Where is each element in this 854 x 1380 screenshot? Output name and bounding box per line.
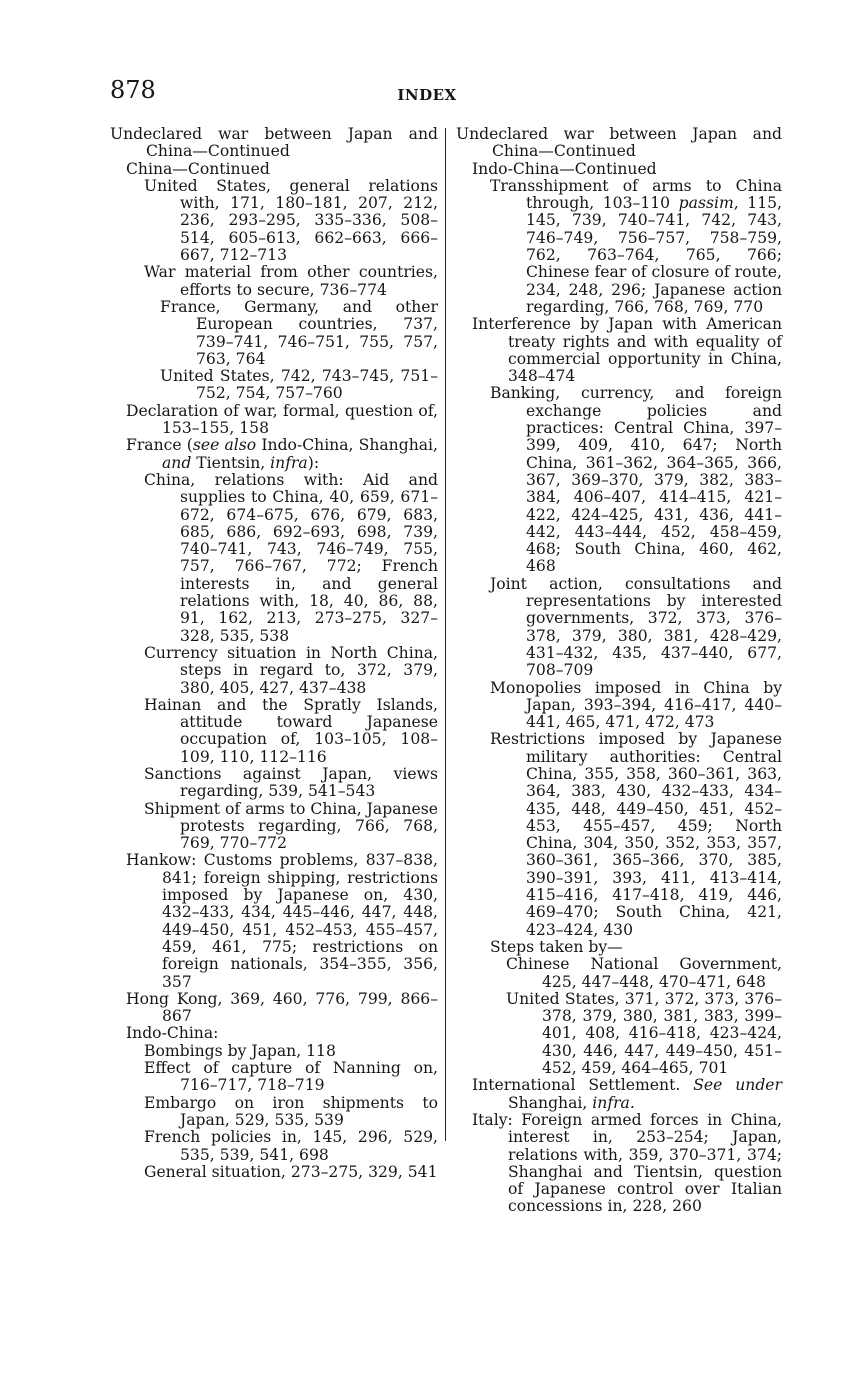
index-column-right	[456, 126, 782, 1216]
index-entry: International Settlement. See under Shanghai, infra.	[472, 1076, 782, 1112]
index-entry: French policies in, 145, 296, 529, 535, 539, 541, 698	[144, 1128, 438, 1164]
index-entry: General situation, 273–275, 329, 541	[144, 1162, 438, 1181]
index-entry: Monopolies imposed in China by Japan, 393–394, 416–417, 440–441, 465, 471, 472, 473	[490, 678, 782, 732]
index-entry: Sanctions against Japan, views regarding, 539, 541–543	[144, 764, 438, 801]
index-entry: Indo-China—Continued	[472, 159, 657, 178]
index-entry: Interference by Japan with American treaty rights and with equality of commercial opportunity in China, 348–474	[472, 315, 782, 386]
index-entry: War material from other countries, efforts to secure, 736–774	[144, 263, 438, 299]
index-entry: Declaration of war, formal, question of, 153–155, 158	[126, 401, 438, 438]
index-entry: Italy: Foreign armed forces in China, interest in, 253–254; Japan, relations with, 359, 370–371, 374; Shanghai and Tientsin, question of Japanese control over Italian concessions in, 228, 260	[472, 1110, 782, 1216]
index-entry: Bombings by Japan, 118	[144, 1041, 336, 1060]
index-entry: China, relations with: Aid and supplies to China, 40, 659, 671–672, 674–675, 676, 679, 683, 685, 686, 692–693, 698, 739, 740–741, 743, 746–749, 755, 757, 766–767, 772; French interests in, and general relations with, 18, 40, 86, 88, 91, 162, 213, 273–275, 327–328, 535, 538	[144, 470, 438, 645]
page-number: 878	[110, 76, 156, 104]
column-divider	[445, 128, 446, 1141]
running-head: INDEX	[397, 86, 457, 104]
index-entry: Undeclared war between Japan and China—Continued	[110, 125, 438, 161]
index-entry: Steps taken by—	[490, 937, 623, 956]
index-entry: Hainan and the Spratly Islands, attitude toward Japanese occupation of, 103–105, 108–109, 110, 112–116	[144, 695, 438, 766]
index-entry: Shipment of arms to China, Japanese protests regarding, 766, 768, 769, 770–772	[144, 799, 438, 853]
index-entry: Effect of capture of Nanning on, 716–717, 718–719	[144, 1059, 438, 1095]
index-entry: Embargo on iron shipments to Japan, 529, 535, 539	[144, 1093, 438, 1129]
index-entry: France (see also Indo-China, Shanghai, and Tientsin, infra):	[126, 436, 438, 472]
index-entry: China—Continued	[126, 159, 270, 178]
index-entry: United States, general relations with, 171, 180–181, 207, 212, 236, 293–295, 335–336, 508–514, 605–613, 662–663, 666–667, 712–713	[144, 176, 438, 265]
index-column-left	[110, 126, 438, 1181]
index-entry: Hong Kong, 369, 460, 776, 799, 866–867	[126, 989, 438, 1026]
index-entry: Joint action, consultations and representations by interested governments, 372, 373, 376–378, 379, 380, 381, 428–429, 431–432, 435, 437–440, 677, 708–709	[490, 574, 782, 680]
index-entry: Currency situation in North China, steps in regard to, 372, 379, 380, 405, 427, 437–438	[144, 643, 438, 697]
index-entry: France, Germany, and other European countries, 737, 739–741, 746–751, 755, 757, 763, 764	[160, 297, 438, 368]
index-entry: Indo-China:	[126, 1024, 219, 1043]
index-entry: United States, 371, 372, 373, 376–378, 379, 380, 381, 383, 399–401, 408, 416–418, 423–424, 430, 446, 447, 449–450, 451–452, 459, 464–465, 701	[506, 989, 782, 1078]
index-entry: United States, 742, 743–745, 751–752, 754, 757–760	[160, 367, 438, 403]
index-entry: Chinese National Government, 425, 447–448, 470–471, 648	[506, 955, 782, 991]
index-entry: Restrictions imposed by Japanese military authorities: Central China, 355, 358, 360–361, 363, 364, 383, 430, 432–433, 434–435, 448, 449–450, 451, 452–453, 455–457, 459; North China, 304, 350, 352, 353, 357, 360–361, 365–366, 370, 385, 390–391, 393, 411, 413–414, 415–416, 417–418, 419, 446, 469–470; South China, 421, 423–424, 430	[490, 730, 782, 939]
index-entry: Transshipment of arms to China through, 103–110 passim, 115, 145, 739, 740–741, 742, 743, 746–749, 756–757, 758–759, 762, 763–764, 765, 766; Chinese fear of closure of route, 234, 248, 296; Japanese action regarding, 766, 768, 769, 770	[490, 176, 782, 316]
index-entry: Hankow: Customs problems, 837–838, 841; foreign shipping, restrictions imposed by Japanese on, 430, 432–433, 434, 445–446, 447, 448, 449–450, 451, 452–453, 455–457, 459, 461, 775; restrictions on foreign nationals, 354–355, 356, 357	[126, 851, 438, 991]
index-entry: Undeclared war between Japan and China—Continued	[456, 125, 782, 161]
index-entry: Banking, currency, and foreign exchange policies and practices: Central China, 397–399, 409, 410, 647; North China, 361–362, 364–365, 366, 367, 369–370, 379, 382, 383–384, 406–407, 414–415, 421–422, 424–425, 431, 436, 441–442, 443–444, 452, 458–459, 468; South China, 460, 462, 468	[490, 384, 782, 576]
